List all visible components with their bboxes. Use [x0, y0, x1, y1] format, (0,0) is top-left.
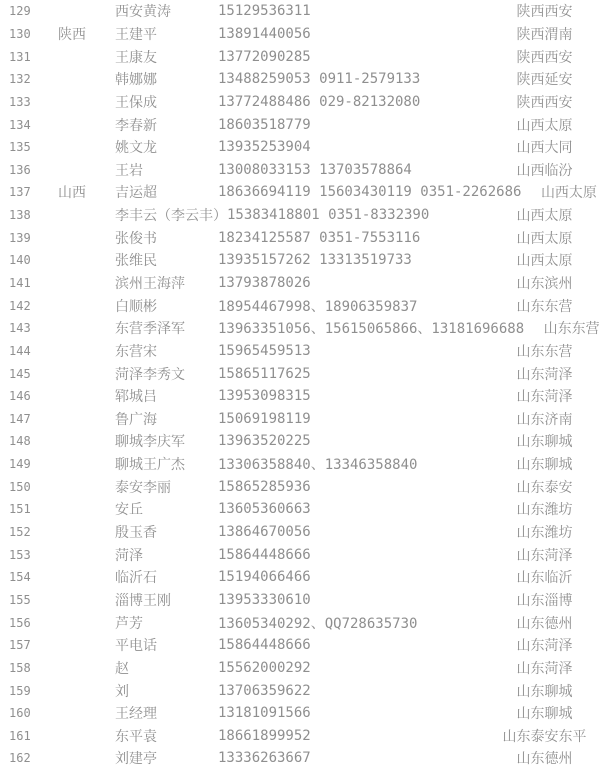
row-number: 144 — [9, 343, 31, 358]
phone-numbers: 13306358840、13346358840 — [218, 457, 418, 474]
contact-name: 王经理 — [115, 706, 157, 723]
row-number: 133 — [9, 94, 31, 109]
contact-location: 山西临汾 — [516, 162, 573, 179]
phone-numbers: 13181091566 — [218, 705, 311, 722]
table-row — [0, 249, 600, 272]
phone-numbers: 15864448666 — [218, 546, 311, 563]
contact-location: 山东聊城 — [516, 457, 573, 474]
contact-location: 陕西延安 — [516, 72, 573, 89]
phone-numbers: 13935157262 13313519733 — [218, 252, 412, 269]
table-row — [0, 23, 600, 46]
table-row — [0, 91, 600, 114]
contact-name: 赵 — [115, 660, 129, 677]
contact-location: 山西太原 — [516, 253, 573, 270]
contact-location: 山东菏泽 — [516, 389, 573, 406]
phone-numbers: 13963520225 — [218, 433, 311, 450]
contact-name: 东平袁 — [115, 728, 157, 745]
row-number: 138 — [9, 208, 31, 223]
row-number: 142 — [9, 298, 31, 313]
row-number: 150 — [9, 479, 31, 494]
contact-name: 东营宋 — [115, 343, 157, 360]
row-number: 160 — [9, 706, 31, 721]
row-number: 129 — [9, 4, 31, 19]
table-row — [0, 340, 600, 363]
table-row — [0, 136, 600, 159]
row-number: 130 — [9, 26, 31, 41]
row-number: 148 — [9, 434, 31, 449]
row-number: 141 — [9, 276, 31, 290]
contact-name: 东营季泽军 — [115, 321, 185, 338]
table-row — [0, 611, 600, 634]
phone-numbers: 13008033153 13703578864 — [218, 161, 412, 178]
table-row — [0, 317, 600, 340]
row-number: 155 — [9, 592, 31, 607]
table-row — [0, 543, 600, 566]
contact-name: 芦芳 — [115, 615, 143, 632]
row-number: 159 — [9, 683, 31, 698]
table-row — [0, 679, 600, 702]
contact-name: 吉运超 — [115, 185, 157, 202]
contact-name: 王岩 — [115, 162, 143, 179]
table-row — [0, 475, 600, 498]
row-number: 161 — [9, 728, 31, 743]
contact-name: 临沂石 — [115, 570, 157, 587]
contact-name: 安丘 — [115, 502, 143, 519]
contact-location: 山东泰安 — [516, 479, 573, 496]
row-number: 153 — [9, 547, 31, 562]
contact-name: 李丰云（李云丰） — [115, 208, 227, 225]
contact-location: 山东菏泽 — [516, 660, 573, 677]
contact-name: 郓城吕 — [115, 389, 157, 406]
contact-name: 淄博王刚 — [115, 592, 171, 609]
contact-location: 山东潍坊 — [516, 502, 573, 519]
contact-name: 殷玉香 — [115, 525, 157, 542]
contact-location: 山东滨州 — [516, 276, 573, 292]
contact-name: 鲁广海 — [115, 411, 157, 428]
phone-numbers: 13605360663 — [218, 501, 311, 518]
row-number: 152 — [9, 525, 31, 540]
contact-name: 菏泽李秀文 — [115, 366, 185, 383]
phone-numbers: 15865117625 — [218, 365, 311, 382]
table-row — [0, 204, 600, 227]
contact-name: 刘建亭 — [115, 751, 157, 768]
contact-location: 山东临沂 — [516, 570, 573, 587]
contact-location: 山西太原 — [516, 117, 573, 134]
table-row — [0, 0, 600, 23]
table-row — [0, 521, 600, 544]
table-row — [0, 453, 600, 476]
contact-name: 聊城王广杰 — [115, 457, 185, 474]
row-number: 139 — [9, 230, 31, 245]
table-row — [0, 747, 600, 770]
row-number: 146 — [9, 389, 31, 404]
phone-numbers: 13772090285 — [218, 48, 311, 65]
phone-numbers: 18603518779 — [218, 116, 311, 133]
province-label: 山西 — [58, 185, 86, 202]
table-row — [0, 45, 600, 68]
contact-location: 山东菏泽 — [516, 366, 573, 383]
phone-numbers: 13963351056、15615065866、13181696688 — [218, 321, 525, 338]
row-number: 158 — [9, 660, 31, 675]
contact-location: 山东东营 — [543, 321, 600, 338]
contact-location: 山东潍坊 — [516, 525, 573, 542]
phone-numbers: 15129536311 — [218, 3, 311, 20]
contact-location: 山东聊城 — [516, 683, 573, 700]
table-row — [0, 113, 600, 136]
contact-name: 泰安李丽 — [115, 479, 171, 496]
row-number: 149 — [9, 457, 31, 472]
contact-name: 韩娜娜 — [115, 72, 157, 89]
row-number: 134 — [9, 117, 31, 132]
contact-name: 李春新 — [115, 117, 157, 134]
contact-location: 山东聊城 — [516, 706, 573, 723]
contact-location: 山西太原 — [540, 185, 597, 202]
contact-name: 张维民 — [115, 253, 157, 270]
table-row — [0, 68, 600, 91]
table-row — [0, 657, 600, 680]
phone-numbers: 13488259053 0911-2579133 — [218, 71, 421, 88]
contact-location: 山东淄博 — [516, 592, 573, 609]
table-row — [0, 226, 600, 249]
table-row — [0, 362, 600, 385]
contact-location: 山东济南 — [516, 411, 573, 428]
phone-numbers: 13864670056 — [218, 524, 311, 541]
contact-name: 菏泽 — [115, 547, 143, 564]
phone-numbers: 13953098315 — [218, 388, 311, 405]
table-row — [0, 181, 600, 204]
contact-location: 山东聊城 — [516, 434, 573, 451]
row-number: 143 — [9, 321, 31, 336]
row-number: 145 — [9, 366, 31, 381]
contact-location: 陕西西安 — [516, 4, 573, 21]
phone-numbers: 18661899952 — [218, 727, 311, 744]
row-number: 156 — [9, 615, 31, 630]
row-number: 135 — [9, 140, 31, 155]
contact-location: 山东菏泽 — [516, 638, 573, 655]
table-row — [0, 725, 600, 748]
contact-name: 姚文龙 — [115, 140, 157, 157]
phone-numbers: 18954467998、18906359837 — [218, 298, 418, 315]
contact-name: 平电话 — [115, 638, 157, 655]
phone-numbers: 13336263667 — [218, 750, 311, 767]
row-number: 136 — [9, 162, 31, 177]
contact-name: 王保成 — [115, 94, 157, 111]
row-number: 147 — [9, 411, 31, 426]
contact-location: 山东德州 — [516, 615, 573, 632]
contact-location: 陕西渭南 — [516, 26, 573, 43]
contact-location: 山东东营 — [516, 343, 573, 360]
phone-numbers: 15864448666 — [218, 637, 311, 654]
phone-numbers: 13605340292、QQ728635730 — [218, 615, 418, 632]
phone-numbers: 15194066466 — [218, 569, 311, 586]
table-row — [0, 158, 600, 181]
phone-numbers: 15069198119 — [218, 410, 311, 427]
row-number: 157 — [9, 638, 31, 653]
table-row — [0, 634, 600, 657]
contact-name: 王建平 — [115, 26, 157, 43]
phone-numbers: 13953330610 — [218, 591, 311, 608]
table-row — [0, 272, 600, 295]
row-number: 162 — [9, 751, 31, 766]
contact-location: 陕西西安 — [516, 49, 573, 66]
phone-numbers: 15562000292 — [218, 659, 311, 676]
row-number: 140 — [9, 253, 31, 268]
row-number: 154 — [9, 570, 31, 585]
phone-numbers: 18234125587 0351-7553116 — [218, 229, 421, 246]
contact-name: 聊城李庆军 — [115, 434, 185, 451]
table-row — [0, 408, 600, 431]
table-row — [0, 294, 600, 317]
table-row — [0, 589, 600, 612]
row-number: 132 — [9, 72, 31, 87]
row-number: 131 — [9, 49, 31, 64]
table-row — [0, 498, 600, 521]
contact-location: 山西太原 — [516, 208, 573, 225]
table-row — [0, 430, 600, 453]
contact-location: 陕西西安 — [516, 94, 573, 111]
contact-location: 山东德州 — [516, 751, 573, 768]
contact-location: 山东菏泽 — [516, 547, 573, 564]
table-row — [0, 385, 600, 408]
table-row — [0, 566, 600, 589]
row-number: 151 — [9, 502, 31, 517]
phone-numbers: 13706359622 — [218, 682, 311, 699]
contact-name: 滨州王海萍 — [115, 276, 185, 292]
contact-name: 西安黄涛 — [115, 4, 171, 21]
contact-name: 王康友 — [115, 49, 157, 66]
contact-location: 山西大同 — [516, 140, 573, 157]
contact-name: 刘 — [115, 683, 129, 700]
phone-numbers: 13891440056 — [218, 25, 311, 42]
province-label: 陕西 — [58, 26, 86, 43]
row-number: 137 — [9, 185, 31, 200]
phone-numbers: 18636694119 15603430119 0351-2262686 — [218, 184, 522, 201]
table-row — [0, 702, 600, 725]
phone-numbers: 15383418801 0351-8332390 — [227, 207, 430, 224]
phone-numbers: 13935253904 — [218, 139, 311, 156]
contact-name: 白顺彬 — [115, 298, 157, 315]
contact-location: 山东东营 — [516, 298, 573, 315]
contact-location: 山东泰安东平 — [502, 728, 587, 745]
contact-name: 张俊书 — [115, 230, 157, 247]
contact-location: 山西太原 — [516, 230, 573, 247]
phone-numbers: 15865285936 — [218, 478, 311, 495]
phone-numbers: 13772488486 029-82132080 — [218, 93, 421, 110]
phone-numbers: 15965459513 — [218, 342, 311, 359]
phone-numbers: 13793878026 — [218, 275, 311, 291]
